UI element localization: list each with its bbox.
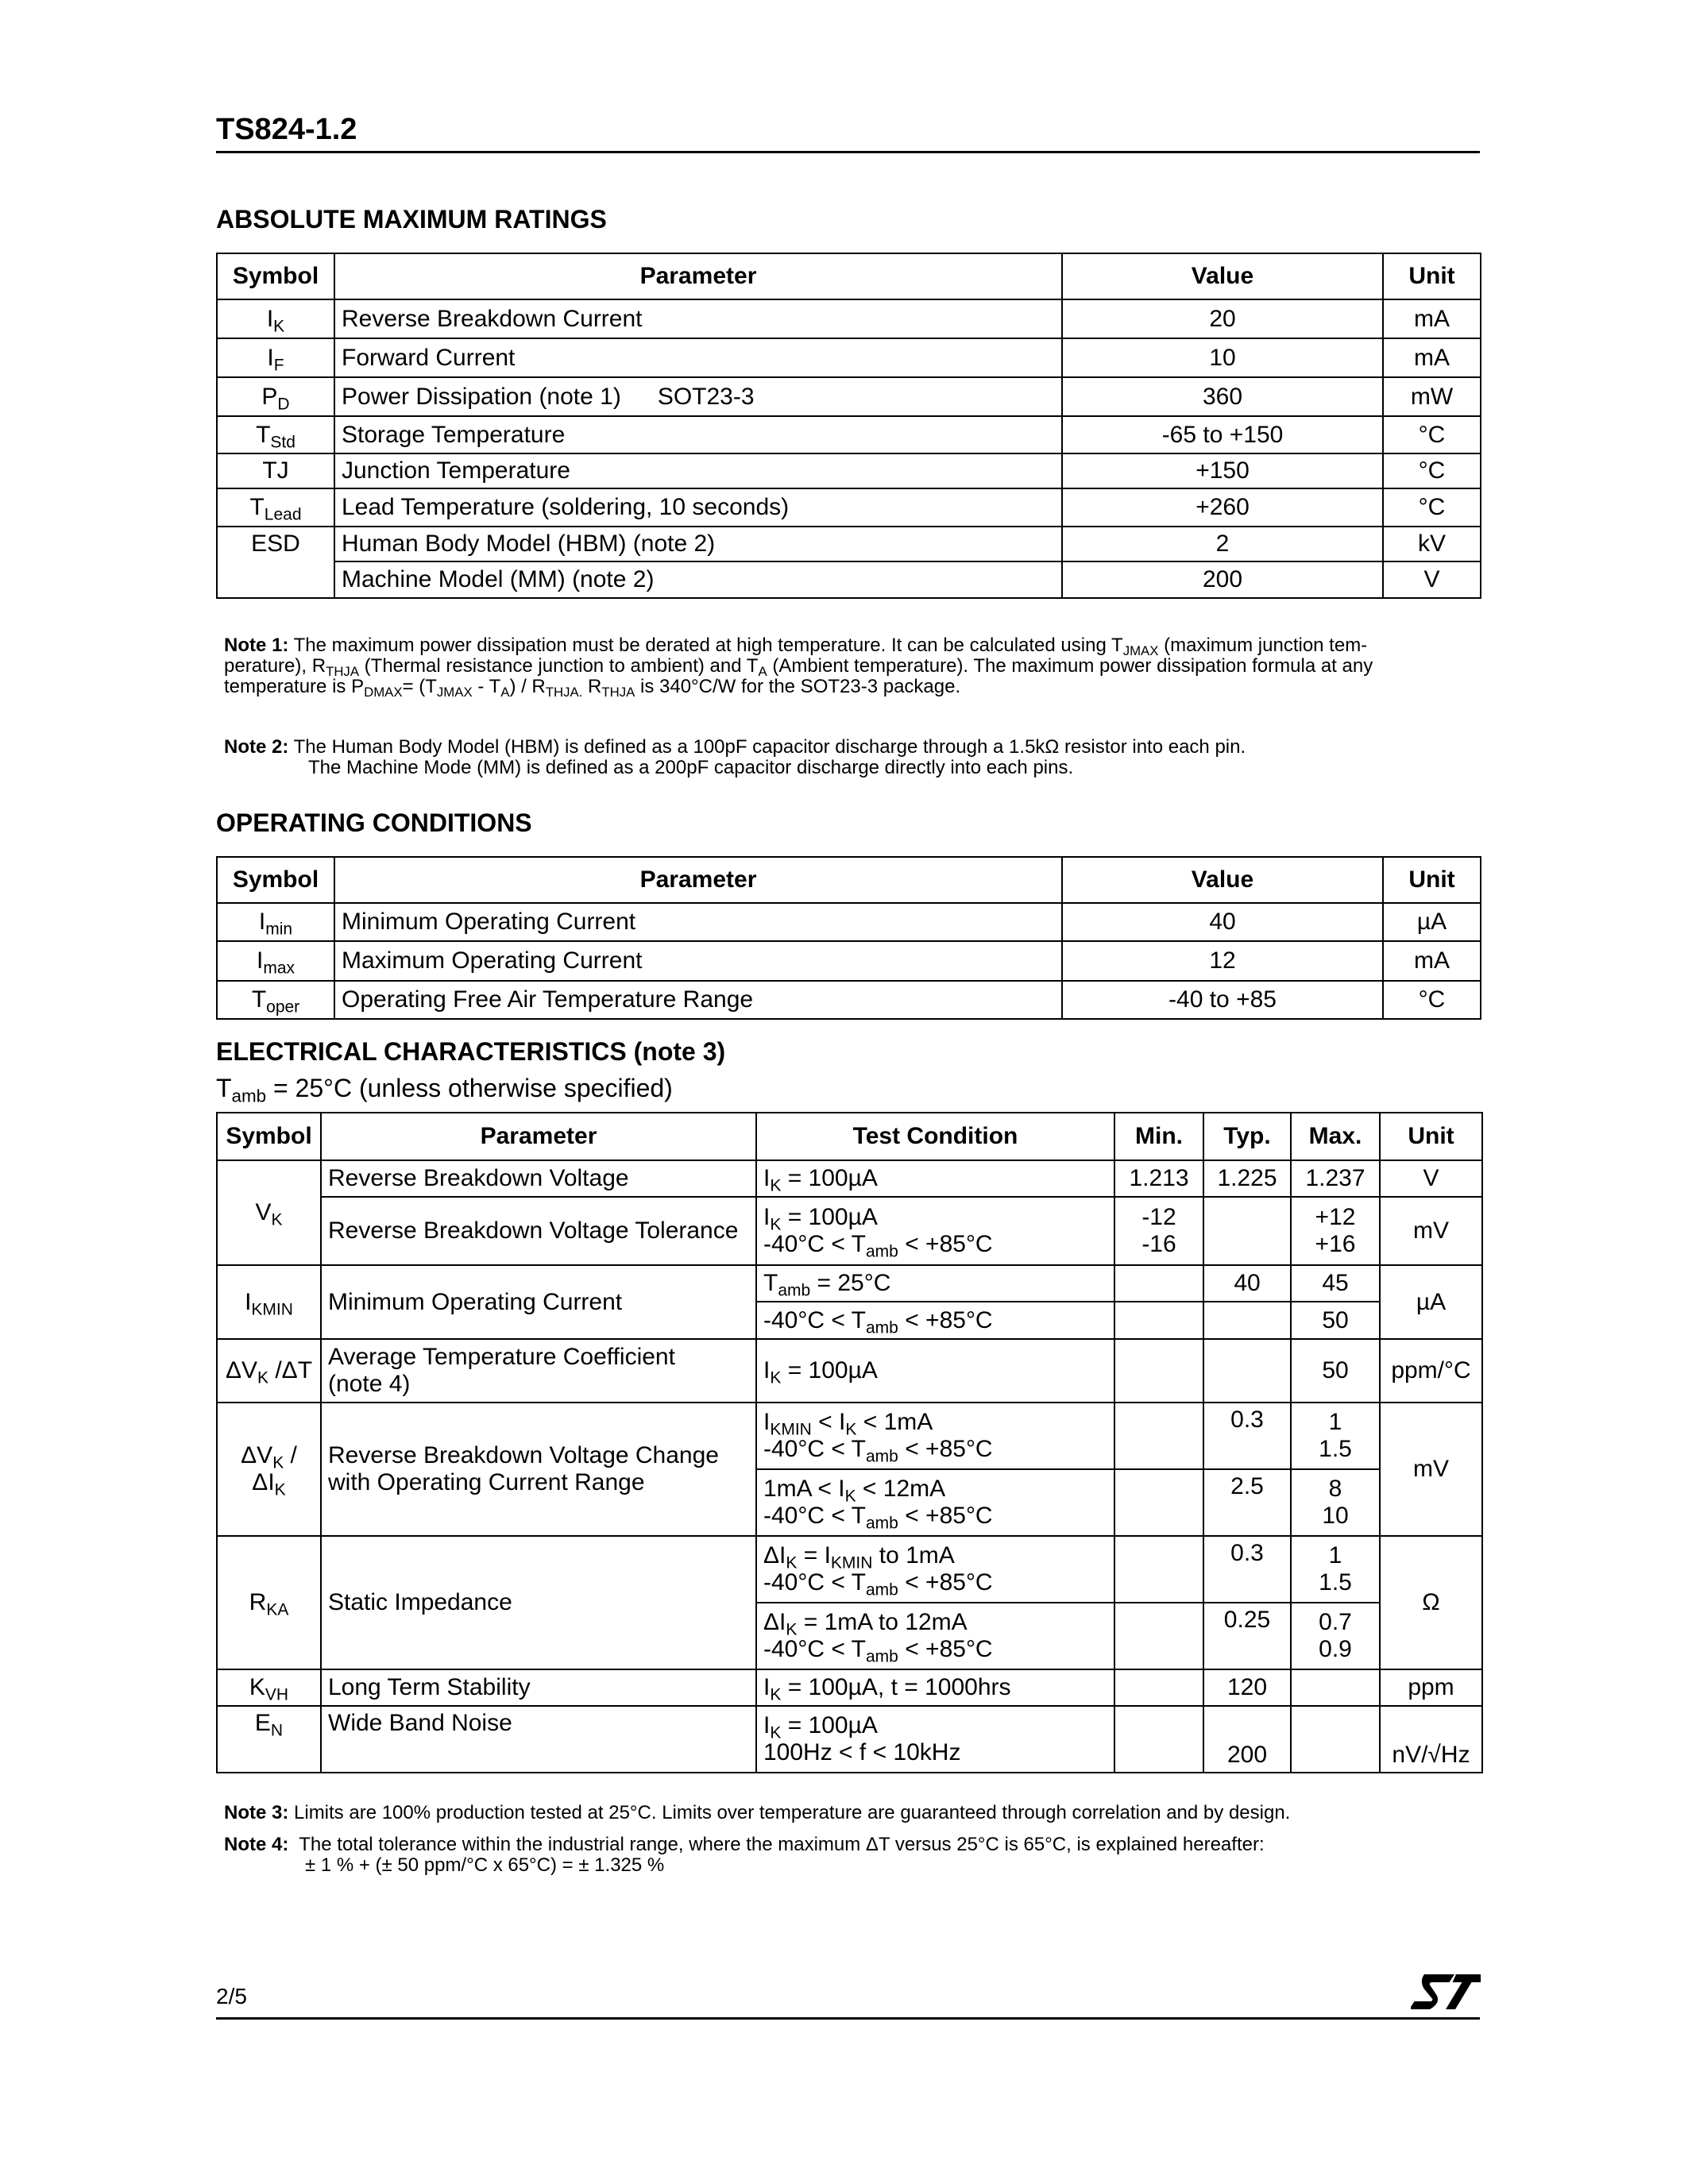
unit-cell: nV/√Hz xyxy=(1380,1706,1482,1773)
symbol-cell: $I_K$ xyxy=(217,299,334,338)
symbol-cell: $I_{max}$ xyxy=(217,941,334,981)
electrical-table xyxy=(216,1112,1483,1773)
symbol-cell: $I_{min}$ xyxy=(217,903,334,941)
operating-table xyxy=(216,856,1481,1020)
typ-cell xyxy=(1203,1339,1291,1403)
table-row xyxy=(217,527,1481,561)
header-unit: Unit xyxy=(1380,1113,1482,1160)
table-row xyxy=(217,453,1481,488)
header-symbol: Symbol xyxy=(217,857,334,903)
header-rule xyxy=(216,151,1480,153)
parameter-cell: Long Term Stability xyxy=(321,1669,756,1706)
table-row xyxy=(217,561,1481,598)
unit-cell: mA xyxy=(1383,338,1481,377)
unit-cell: ppm xyxy=(1380,1669,1482,1706)
table-row xyxy=(217,1265,1482,1302)
symbol-cell: $T_{Lead}$ xyxy=(217,488,334,527)
symbol-cell: $I_F$ xyxy=(217,338,334,377)
symbol-cell: $I_{KMIN}$ xyxy=(217,1265,321,1339)
parameter-cell: Minimum Operating Current xyxy=(321,1265,756,1339)
symbol-cell: TJ xyxy=(217,453,334,488)
note-1: Note 1: The maximum power dissipation must be derated at high temperature. It can be calculated using $T_{JMAX}$ (maximum junction tem- perature), $R_{THJA}$ (Thermal resistance junction to ambient) and $T_A$ (Ambient temperature). The maximum power dissipation formula at any temperature is $P_{DMAX}= (T_{JMAX} - T_A) / R_{THJA.}$ $R_{THJA}$ is 340°C/W for the SOT23-3 package. xyxy=(224,635,1373,700)
table-header-row xyxy=(217,253,1481,299)
header-parameter: Parameter xyxy=(334,253,1062,299)
value-cell: 10 xyxy=(1062,338,1383,377)
parameter-cell: Reverse Breakdown Voltage xyxy=(321,1160,756,1197)
unit-cell: V xyxy=(1383,561,1481,598)
parameter-cell: Reverse Breakdown Voltage Tolerance xyxy=(321,1197,756,1265)
header-unit: Unit xyxy=(1383,253,1481,299)
unit-cell: µA xyxy=(1380,1265,1482,1339)
page-number: 2/5 xyxy=(216,1984,247,2008)
value-cell: 360 xyxy=(1062,377,1383,416)
header-max: Max. xyxy=(1291,1113,1380,1160)
unit-cell: kV xyxy=(1383,527,1481,561)
symbol-cell: $T_{oper}$ xyxy=(217,981,334,1019)
max-cell: 50 xyxy=(1291,1339,1380,1403)
unit-cell: °C xyxy=(1383,453,1481,488)
symbol-cell: $\Delta V_K$ $/\Delta I_K$ xyxy=(217,1403,321,1536)
unit-cell: Ω xyxy=(1380,1536,1482,1669)
value-cell: 20 xyxy=(1062,299,1383,338)
value-cell: -40 to +85 xyxy=(1062,981,1383,1019)
min-cell xyxy=(1114,1339,1203,1403)
operating-title: OPERATING CONDITIONS xyxy=(216,808,532,837)
table-row xyxy=(217,1706,1482,1773)
symbol-cell: $V_K$ xyxy=(217,1160,321,1265)
unit-cell: µA xyxy=(1383,903,1481,941)
header-typ: Typ. xyxy=(1203,1113,1291,1160)
value-cell: 40 xyxy=(1062,903,1383,941)
header-value: Value xyxy=(1062,857,1383,903)
max-cell xyxy=(1291,1669,1380,1706)
table-row xyxy=(217,1160,1482,1197)
st-logo-icon xyxy=(1411,1971,1481,2012)
parameter-cell: Reverse Breakdown Current xyxy=(334,299,1062,338)
typ-cell: 200 xyxy=(1203,1706,1291,1773)
min-cell xyxy=(1114,1265,1203,1302)
value-cell: +150 xyxy=(1062,453,1383,488)
parameter-cell: Operating Free Air Temperature Range xyxy=(334,981,1062,1019)
typ-cell: 0.3 xyxy=(1203,1536,1291,1603)
min-cell xyxy=(1114,1603,1203,1669)
max-cell: 1.237 xyxy=(1291,1160,1380,1197)
max-cell: 1 1.5 xyxy=(1291,1403,1380,1469)
symbol-cell: $E_N$ xyxy=(217,1706,321,1773)
table-row xyxy=(217,1669,1482,1706)
symbol-cell: $T_{Std}$ xyxy=(217,416,334,453)
test-condition-cell: $1mA < I_K < 12mA$ $-40^\circ C < T_{amb} < +85^\circ C$ xyxy=(756,1469,1114,1536)
symbol-cell: ESD xyxy=(217,527,334,598)
table-row xyxy=(217,1339,1482,1403)
parameter-cell: Lead Temperature (soldering, 10 seconds) xyxy=(334,488,1062,527)
typ-cell: 120 xyxy=(1203,1669,1291,1706)
typ-cell xyxy=(1203,1302,1291,1339)
unit-cell: mV xyxy=(1380,1197,1482,1265)
max-cell xyxy=(1291,1706,1380,1773)
min-cell xyxy=(1114,1403,1203,1469)
note-3: Note 3: Limits are 100% production tested at 25°C. Limits over temperature are guaranteed through correlation and by design. xyxy=(224,1802,1291,1823)
parameter-cell: Junction Temperature xyxy=(334,453,1062,488)
symbol-cell: $K_{VH}$ xyxy=(217,1669,321,1706)
table-row xyxy=(217,299,1481,338)
parameter-cell: Wide Band Noise xyxy=(321,1706,756,1773)
header-min: Min. xyxy=(1114,1113,1203,1160)
header-parameter: Parameter xyxy=(334,857,1062,903)
table-row xyxy=(217,488,1481,527)
value-cell: 12 xyxy=(1062,941,1383,981)
unit-cell: mW xyxy=(1383,377,1481,416)
unit-cell: mA xyxy=(1383,299,1481,338)
value-cell: -65 to +150 xyxy=(1062,416,1383,453)
value-cell: 2 xyxy=(1062,527,1383,561)
unit-cell: ppm/°C xyxy=(1380,1339,1482,1403)
test-condition-cell: $I_K = 100\mu A$ xyxy=(756,1339,1114,1403)
test-condition-cell: $\Delta I_K = I_{KMIN}$ to 1mA $-40^\circ C < T_{amb} < +85^\circ C$ xyxy=(756,1536,1114,1603)
parameter-cell: Forward Current xyxy=(334,338,1062,377)
unit-cell: V xyxy=(1380,1160,1482,1197)
test-condition-cell: $\Delta I_K = 1mA$ to 12mA $-40^\circ C < T_{amb} < +85^\circ C$ xyxy=(756,1603,1114,1669)
parameter-cell: Maximum Operating Current xyxy=(334,941,1062,981)
max-cell: +12 +16 xyxy=(1291,1197,1380,1265)
table-row xyxy=(217,416,1481,453)
min-cell xyxy=(1114,1469,1203,1536)
value-cell: +260 xyxy=(1062,488,1383,527)
max-cell: 50 xyxy=(1291,1302,1380,1339)
parameter-cell: Human Body Model (HBM) (note 2) xyxy=(334,527,1062,561)
abs-max-title: ABSOLUTE MAXIMUM RATINGS xyxy=(216,205,607,233)
parameter-cell: Machine Model (MM) (note 2) xyxy=(334,561,1062,598)
min-cell: 1.213 xyxy=(1114,1160,1203,1197)
typ-cell: 0.25 xyxy=(1203,1603,1291,1669)
max-cell: 0.7 0.9 xyxy=(1291,1603,1380,1669)
test-condition-cell: $I_K = 100\mu A$ xyxy=(756,1160,1114,1197)
header-test-condition: Test Condition xyxy=(756,1113,1114,1160)
note-4: Note 4: The total tolerance within the industrial range, where the maximum ΔT versus 25°C is 65°C, is explained hereafter: ± 1 % + (± 50 ppm/°C x 65°C) = ± 1.325 % xyxy=(224,1834,1265,1876)
table-row xyxy=(217,1197,1482,1265)
test-condition-cell: $-40^\circ C < T_{amb} < +85^\circ C$ xyxy=(756,1302,1114,1339)
test-condition-cell: $I_K = 100\mu A$ $-40^\circ C < T_{amb} < +85^\circ C$ xyxy=(756,1197,1114,1265)
parameter-cell: Average Temperature Coefficient (note 4) xyxy=(321,1339,756,1403)
typ-cell: 2.5 xyxy=(1203,1469,1291,1536)
header-parameter: Parameter xyxy=(321,1113,756,1160)
table-row xyxy=(217,941,1481,981)
header-symbol: Symbol xyxy=(217,1113,321,1160)
unit-cell: °C xyxy=(1383,488,1481,527)
symbol-cell: $P_D$ xyxy=(217,377,334,416)
symbol-cell: $\Delta V_K$ /ΔT xyxy=(217,1339,321,1403)
table-row xyxy=(217,338,1481,377)
abs-max-table xyxy=(216,253,1481,599)
table-header-row xyxy=(217,857,1481,903)
table-row xyxy=(217,377,1481,416)
electrical-title: ELECTRICAL CHARACTERISTICS (note 3) xyxy=(216,1037,726,1066)
unit-cell: °C xyxy=(1383,416,1481,453)
min-cell xyxy=(1114,1302,1203,1339)
test-condition-cell: $T_{amb} = 25^\circ C$ xyxy=(756,1265,1114,1302)
unit-cell: mV xyxy=(1380,1403,1482,1536)
table-row xyxy=(217,981,1481,1019)
footer-rule xyxy=(216,2017,1480,2020)
parameter-cell: Storage Temperature xyxy=(334,416,1062,453)
test-condition-cell: $I_{KMIN} < I_K < 1mA$ $-40^\circ C < T_{amb} < +85^\circ C$ xyxy=(756,1403,1114,1469)
header-value: Value xyxy=(1062,253,1383,299)
parameter-cell: Power Dissipation (note 1) SOT23-3 xyxy=(334,377,1062,416)
max-cell: 45 xyxy=(1291,1265,1380,1302)
min-cell: -12 -16 xyxy=(1114,1197,1203,1265)
header-symbol: Symbol xyxy=(217,253,334,299)
header-unit: Unit xyxy=(1383,857,1481,903)
typ-cell: 0.3 xyxy=(1203,1403,1291,1469)
min-cell xyxy=(1114,1706,1203,1773)
max-cell: 8 10 xyxy=(1291,1469,1380,1536)
value-cell: 200 xyxy=(1062,561,1383,598)
min-cell xyxy=(1114,1669,1203,1706)
unit-cell: °C xyxy=(1383,981,1481,1019)
symbol-cell: $R_{KA}$ xyxy=(217,1536,321,1669)
parameter-cell: Reverse Breakdown Voltage Change with Operating Current Range xyxy=(321,1403,756,1536)
document-title: TS824-1.2 xyxy=(216,113,357,146)
table-row xyxy=(217,1536,1482,1603)
max-cell: 1 1.5 xyxy=(1291,1536,1380,1603)
unit-cell: mA xyxy=(1383,941,1481,981)
test-condition-cell: $I_K = 100\mu A$, t = 1000hrs xyxy=(756,1669,1114,1706)
table-row xyxy=(217,903,1481,941)
parameter-cell: Minimum Operating Current xyxy=(334,903,1062,941)
min-cell xyxy=(1114,1536,1203,1603)
table-header-row xyxy=(217,1113,1482,1160)
test-condition-cell: $I_K = 100\mu A$ 100Hz < f < 10kHz xyxy=(756,1706,1114,1773)
table-row xyxy=(217,1403,1482,1469)
typ-cell: 1.225 xyxy=(1203,1160,1291,1197)
typ-cell xyxy=(1203,1197,1291,1265)
typ-cell: 40 xyxy=(1203,1265,1291,1302)
parameter-cell: Static Impedance xyxy=(321,1536,756,1669)
note-2: Note 2: The Human Body Model (HBM) is defined as a 100pF capacitor discharge through a 1.5kΩ resistor into each pin. The Machine Mode (MM) is defined as a 200pF capacitor discharge directly into each pins. xyxy=(224,736,1246,778)
tamb-condition: $T_{amb} = 25^\circ C$ (unless otherwise specified) xyxy=(216,1074,673,1106)
